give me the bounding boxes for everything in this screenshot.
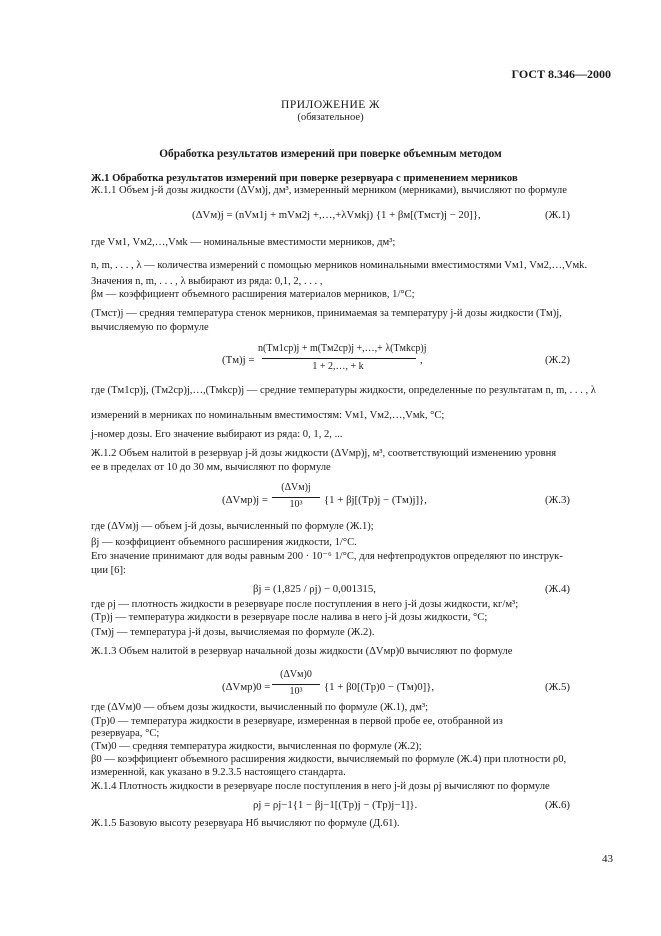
text-line: где ρj — плотность жидкости в резервуаре после поступления в него j-й дозы жидкости, кг/м³;: [91, 599, 519, 610]
equation-number: (Ж.4): [545, 583, 570, 595]
text-line: измерений в мерниках по номинальным вместимостям: Vм1, Vм2,…,Vмk, °C;: [91, 410, 445, 421]
fraction-bar: [272, 684, 320, 685]
formula-zh5-left: (ΔVмр)0 =: [222, 681, 271, 693]
formula-zh3-numerator: (ΔVм)j: [281, 482, 311, 493]
text-line: резервуара, °C;: [91, 728, 160, 739]
equation-number: (Ж.3): [545, 494, 570, 506]
text-line: ее в пределах от 10 до 30 мм, вычисляют по формуле: [91, 462, 331, 473]
text-line: (Tмст)j — средняя температура стенок мерников, принимаемая за температуру j-й дозы жидкости (Tм)j,: [91, 308, 562, 319]
formula-zh2-denominator: 1 + 2,…, + k: [312, 361, 364, 372]
text-line: Ж.1.5 Базовую высоту резервуара Hб вычисляют по формуле (Д.61).: [91, 818, 400, 829]
text-line: где Vм1, Vм2,…,Vмk — номинальные вместимости мерников, дм³;: [91, 237, 396, 248]
equation-number: (Ж.1): [545, 209, 570, 221]
text-line: Ж.1.1 Объем j-й дозы жидкости (ΔVм)j, дм³, измеренный мерником (мерниками), вычисляют по формуле: [91, 185, 567, 196]
text-line: (Tм)j — температура j-й дозы, вычисляемая по формуле (Ж.2).: [91, 627, 375, 638]
equation-number: (Ж.2): [545, 354, 570, 366]
text-line: Ж.1.3 Объем налитой в резервуар начальной дозы жидкости (ΔVмр)0 вычисляют по формуле: [91, 646, 513, 657]
formula-zh1: (ΔVм)j = (nVм1j + mVм2j +,…,+λVмkj) {1 + βм[(Tмст)j − 20]},: [192, 209, 481, 221]
fraction-bar: [272, 497, 320, 498]
section-title: Обработка результатов измерений при поверке объемным методом: [159, 148, 502, 160]
equation-number: (Ж.5): [545, 681, 570, 693]
formula-zh6: ρj = ρj−1{1 − βj−1[(Tр)j − (Tр)j−1]}.: [253, 799, 418, 811]
text-line: βм — коэффициент объемного расширения материалов мерников, 1/°C;: [91, 289, 415, 300]
formula-zh5-right: {1 + β0[(Tр)0 − (Tм)0]},: [324, 681, 435, 693]
formula-zh2-left: (Tм)j =: [222, 354, 255, 366]
text-line: n, m, . . . , λ — количества измерений с помощью мерников номинальными вместимостями Vм1, Vм2,…,Vмk.: [91, 260, 588, 271]
text-line: измеренной, как указано в 9.2.3.5 настоящего стандарта.: [91, 767, 346, 778]
text-line: вычисляемую по формуле: [91, 322, 209, 333]
formula-zh2-tail: ,: [420, 354, 423, 366]
appendix-subtitle: (обязательное): [297, 112, 364, 123]
appendix-title: ПРИЛОЖЕНИЕ Ж: [281, 99, 380, 111]
text-line: (Tр)j — температура жидкости в резервуаре после налива в него j-й дозы жидкости, °C;: [91, 612, 488, 623]
formula-zh3-denominator: 10³: [289, 499, 303, 510]
text-line: (Tм)0 — средняя температура жидкости, вычисленная по формуле (Ж.2);: [91, 741, 422, 752]
text-line: j-номер дозы. Его значение выбирают из ряда: 0, 1, 2, ...: [91, 429, 343, 440]
text-line: β0 — коэффициент объемного расширения жидкости, вычисляемый по формуле (Ж.4) при плотности ρ0,: [91, 754, 567, 765]
text-line: Ж.1.2 Объем налитой в резервуар j-й дозы жидкости (ΔVмр)j, м³, соответствующий изменению уровня: [91, 448, 557, 459]
text-line: где (Tм1ср)j, (Tм2ср)j,…,(Tмkср)j — средние температуры жидкости, определенные по результатам n, m, . . . , λ: [91, 385, 596, 396]
text-line: Ж.1.4 Плотность жидкости в резервуаре после поступления в него j-й дозы ρj вычисляют по формуле: [91, 781, 550, 792]
text-line: Его значение принимают для воды равным 200 · 10⁻⁶ 1/°C, для нефтепродуктов определяют по инструк-: [91, 551, 563, 562]
page-number: 43: [602, 853, 613, 865]
formula-zh5-numerator: (ΔVм)0: [280, 669, 312, 680]
text-line: Значения n, m, . . . , λ выбирают из ряда: 0,1, 2, . . . ,: [91, 276, 323, 287]
text-line: где (ΔVм)0 — объем дозы жидкости, вычисленный по формуле (Ж.1), дм³;: [91, 702, 429, 713]
equation-number: (Ж.6): [545, 799, 570, 811]
text-line: (Tр)0 — температура жидкости в резервуаре, измеренная в первой пробе ее, отобранной из: [91, 716, 503, 727]
formula-zh3-left: (ΔVмр)j =: [222, 494, 268, 506]
formula-zh4: βj = (1,825 / ρj) − 0,001315,: [253, 583, 376, 595]
text-line: где (ΔVм)j — объем j-й дозы, вычисленный по формуле (Ж.1);: [91, 521, 374, 532]
text-line: ции [6]:: [91, 565, 126, 576]
text-line: βj — коэффициент объемного расширения жидкости, 1/°C.: [91, 537, 357, 548]
subsection-title: Ж.1 Обработка результатов измерений при поверке резервуара с применением мерников: [91, 173, 518, 184]
formula-zh3-right: {1 + βj[(Tр)j − (Tм)j]},: [324, 494, 427, 506]
standard-number: ГОСТ 8.346—2000: [511, 67, 611, 81]
formula-zh5-denominator: 10³: [289, 686, 303, 697]
fraction-bar: [262, 358, 416, 359]
formula-zh2-numerator: n(Tм1ср)j + m(Tм2ср)j +,…,+ λ(Tмkср)j: [258, 343, 427, 354]
